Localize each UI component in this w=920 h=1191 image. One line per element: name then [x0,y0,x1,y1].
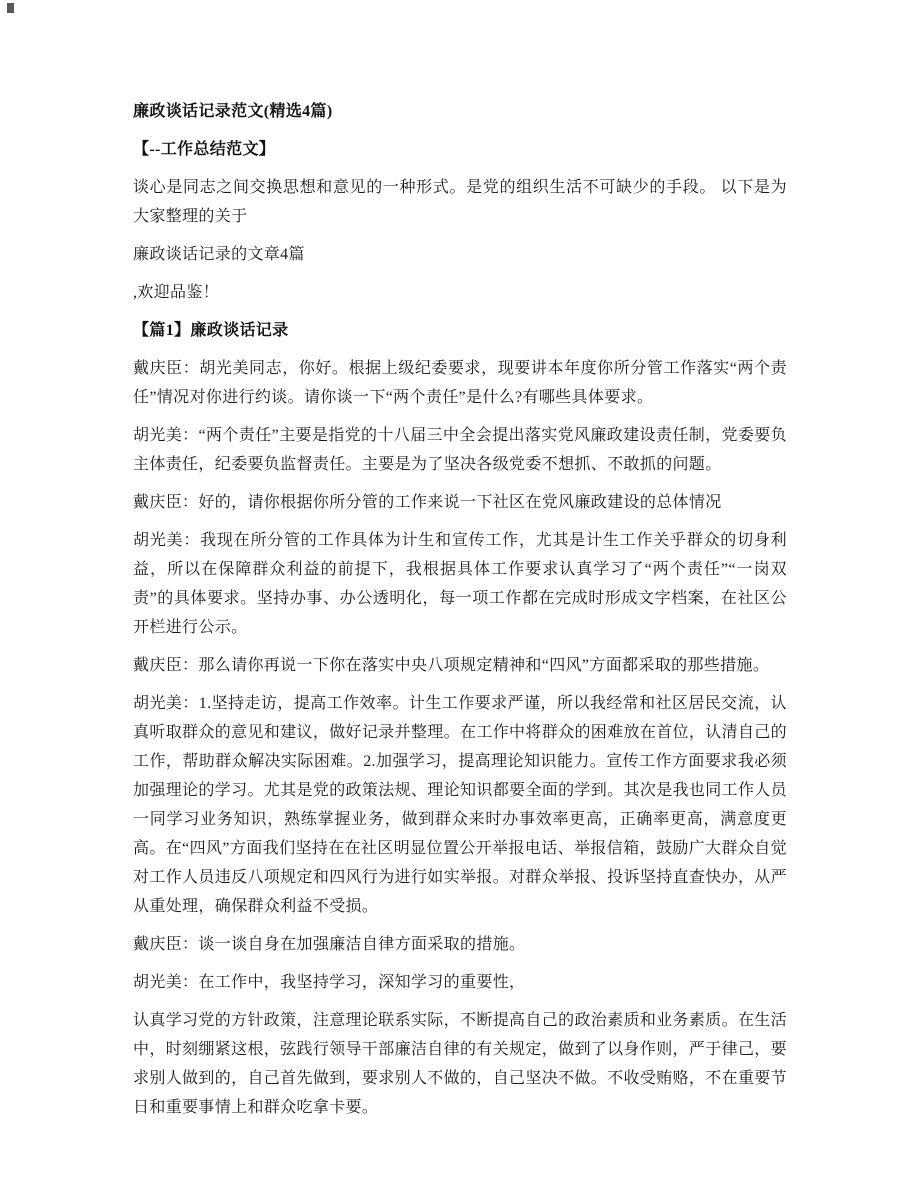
dialog-paragraph-huguangmei-4: 胡光美：在工作中，我坚持学习，深知学习的重要性， [133,974,526,991]
keyword-line: 廉政谈话记录的文章4篇 [133,246,305,263]
dialog-paragraph-huguangmei-2: 胡光美：我现在所分管的工作具体为计生和宣传工作，尤其是计生工作关乎群众的切身利益，所以在保障群众利益的前提下，我根据具体工作要求认真学习了“两个责任”“一岗双责”的具体要求。坚持办事、办公透明化，每一项工作都在完成时形成文字档案，在社区公开栏进行公示。 [133,532,787,636]
dialog-paragraph-huguangmei-1: 胡光美：“两个责任”主要是指党的十八届三中全会提出落实党风廉政建设责任制，党委要负主体责任，纪委要负监督责任。主要是为了坚决各级党委不想抓、不敢抓的问题。 [133,427,787,473]
closing-paragraph: 认真学习党的方针政策，注意理论联系实际，不断提高自己的政治素质和业务素质。在生活中，时刻绷紧这根，弦践行领导干部廉洁自律的有关规定，做到了以身作则，严于律己，要求别人做到的，自己首先做到，要求别人不做的，自己坚决不做。不收受贿赂，不在重要节日和重要事情上和群众吃拿卡要。 [133,1012,788,1116]
welcome-line: ,欢迎品鉴！ [133,284,220,301]
category-tag: 【--工作总结范文】 [133,141,276,158]
intro-paragraph: 谈心是同志之间交换思想和意见的一种形式。是党的组织生活不可缺少的手段。 以下是为大家整理的关于 [133,179,787,225]
dialog-paragraph-huguangmei-3: 胡光美：1.坚持走访，提高工作效率。计生工作要求严谨，所以我经常和社区居民交流，认真听取群众的意见和建议，做好记录并整理。在工作中将群众的困难放在首位，认清自己的工作，帮助群众解决实际困难。2.加强学习，提高理论知识能力。宣传工作方面要求我必须加强理论的学习。尤其是党的政策法规、理论知识都要全面的学到。其次是我也同工作人员一同学习业务知识，熟练掌握业务，做到群众来时办事效率更高，正确率更高，满意度更高。在“四风”方面我们坚持在在社区明显位置公开举报电话、举报信箱，鼓励广大群众自觉对工作人员违反八项规定和四风行为进行如实举报。对群众举报、投诉坚持直查快办，从严从重处理，确保群众利益不受损。 [133,695,788,915]
document-body [133,97,787,1122]
doc-title: 廉政谈话记录范文(精选4篇) [133,103,333,120]
dialog-paragraph-daiqingchen-1: 戴庆臣：胡光美同志，你好。根据上级纪委要求，现要讲本年度你所分管工作落实“两个责任”情况对你进行约谈。请你谈一下“两个责任”是什么?有哪些具体要求。 [133,360,787,406]
dialog-paragraph-daiqingchen-4: 戴庆臣：谈一谈自身在加强廉洁自律方面采取的措施。 [133,936,526,953]
section-heading: 【篇1】廉政谈话记录 [133,322,289,339]
dialog-paragraph-daiqingchen-2: 戴庆臣：好的，请你根据你所分管的工作来说一下社区在党风廉政建设的总体情况 [133,494,722,511]
corner-artifact [7,3,14,13]
dialog-paragraph-daiqingchen-3: 戴庆臣：那么请你再说一下你在落实中央八项规定精神和“四风”方面都采取的那些措施。 [133,657,770,674]
